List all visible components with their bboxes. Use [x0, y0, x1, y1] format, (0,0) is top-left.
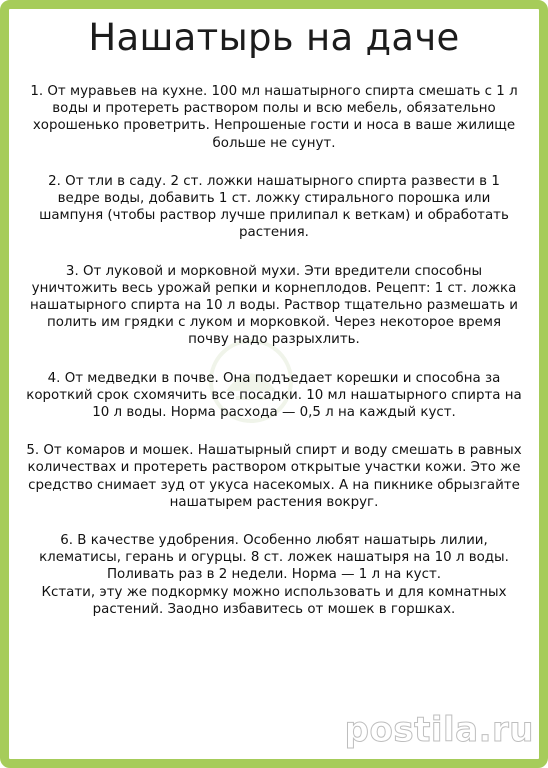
paragraph-aphids: 2. От тли в саду. 2 ст. ложки нашатырного спирта развести в 1 ведре воды, добавить 1 ст. ложку стирального порошка или шампуня (чтобы раствор лучше прилипал к веткам) и обработать растения. — [39, 173, 509, 241]
paragraph-mole-cricket: 4. От медведки в почве. Она подъедает корешки и способна за короткий срок схомячить все посадки. 10 мл нашатырного спирта на 10 л воды. Норма расхода — 0,5 л на каждый куст. — [26, 370, 522, 421]
watermark: postila.ru — [344, 710, 534, 750]
paragraph-fertilizer: 6. В качестве удобрения. Особенно любят нашатырь лилии, клематисы, герань и огурцы. 8 ст. ложек нашатыря на 10 л воды. Поливать раз в 2 недели. Норма — 1 л на куст. — [39, 533, 509, 583]
page-title: Нашатырь на даче — [88, 16, 460, 59]
paragraph-mosquitoes: 5. От комаров и мошек. Нашатырный спирт и воду смешать в равных количествах и протереть раствором открытые участки кожи. Это же средство снимает зуд от укуса насекомых. А на пикнике обрызгайте нашатырем растения вокруг. — [26, 443, 522, 510]
paragraph-ants: 1. От муравьев на кухне. 100 мл нашатырного спирта смешать с 1 л воды и протереть раствором полы и всю мебель, обязательно хорошенько проветрить. Непрошеные гости и носа в ваше жилище больше не сунут. — [30, 84, 518, 151]
paragraph-onion-fly: 3. От луковой и морковной мухи. Эти вредители способны уничтожить весь урожай репки и корнеплодов. Рецепт: 1 ст. ложка нашатырного спирта на 10 л воды. Раствор тщательно размешать и полить им грядки с луком и морковкой. Через некоторое время почву надо разрыхлить. — [30, 263, 518, 348]
paragraph-houseplants: Кстати, эту же подкормку можно использовать и для комнатных растений. Заодно избавитесь от мошек в горшках. — [41, 584, 507, 617]
article-body — [26, 83, 522, 618]
